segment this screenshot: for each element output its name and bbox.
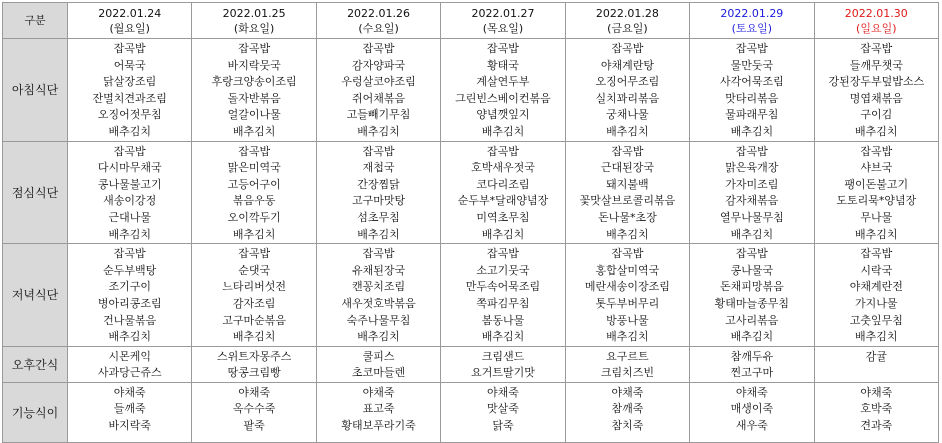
menu-item: 잡곡밥: [238, 42, 271, 55]
menu-cell: [316, 39, 440, 142]
menu-cell: [690, 244, 814, 347]
day-date: 2022.01.30: [844, 6, 908, 20]
menu-item: 조기구이: [108, 280, 151, 294]
day-date: 2022.01.29: [720, 6, 784, 20]
menu-item: 다시마무채국: [97, 161, 162, 175]
menu-item: 고구마순볶음: [222, 313, 287, 327]
menu-cell: [690, 141, 814, 244]
menu-item: 스위트자몽주스: [216, 349, 292, 363]
menu-item: 배추김치: [108, 330, 151, 344]
menu-item: 명엽채볶음: [849, 91, 903, 105]
menu-item: 고사리볶음: [725, 313, 779, 327]
menu-item: 닭살장조림: [103, 75, 157, 89]
menu-item: 돈채피망볶음: [719, 280, 784, 294]
menu-item: 쥐어채볶음: [351, 91, 406, 105]
menu-item: 잡곡밥: [113, 247, 146, 261]
menu-item: 물만둣국: [730, 58, 774, 72]
menu-cell: [316, 141, 440, 244]
menu-item: 요구르트: [606, 349, 649, 363]
therapeutic-diet-row: [3, 382, 939, 442]
meal-body: [3, 39, 939, 443]
menu-item: 호박죽: [860, 402, 893, 416]
menu-item: 배추김치: [730, 330, 774, 344]
menu-cell: [68, 141, 192, 244]
menu-cell: [441, 141, 565, 244]
menu-item: 꽃맛살브로콜리볶음: [579, 194, 676, 208]
menu-item: 볶음우동: [232, 194, 276, 208]
menu-item: 잡곡밥: [362, 42, 395, 55]
menu-cell: [441, 244, 565, 347]
menu-item: 유채된장국: [351, 263, 406, 277]
menu-item: 고구마맛탕: [351, 194, 406, 208]
menu-cell: [316, 244, 440, 347]
menu-item: 견과죽: [860, 419, 893, 433]
meal-label: 오후간식: [3, 346, 68, 382]
menu-item: 근대된장국: [600, 161, 654, 175]
menu-item: 시락국: [860, 263, 893, 277]
menu-item: 요거트딸기맛: [471, 366, 535, 380]
menu-item: 어묵국: [113, 58, 146, 72]
day-date: 2022.01.24: [98, 6, 162, 20]
menu-item: 참깨두유: [730, 349, 774, 363]
menu-item: 고춧잎무침: [849, 313, 903, 327]
menu-item: 배추김치: [481, 227, 525, 241]
day-header: [814, 3, 938, 39]
menu-item: 방풍나물: [606, 313, 649, 327]
menu-item: 맛타리볶음: [725, 91, 779, 105]
menu-item: 홍합살미역국: [595, 263, 660, 277]
menu-item: 메란새송이장조림: [584, 280, 670, 294]
menu-item: 강된장두부덮밥소스: [828, 75, 925, 89]
menu-item: 팽이돈불고기: [844, 177, 909, 191]
menu-item: 도토리묵*양념장: [836, 194, 917, 208]
menu-item: 잡곡밥: [735, 42, 768, 55]
menu-item: 샤브국: [860, 161, 893, 175]
menu-item: 콩나물국: [730, 263, 774, 277]
menu-item: 배추김치: [357, 124, 400, 138]
menu-item: 사각어묵조림: [719, 75, 784, 89]
menu-item: 톳두부버무리: [595, 296, 660, 310]
menu-cell: [192, 346, 316, 382]
menu-item: 그린빈스베이컨볶음: [455, 91, 551, 105]
menu-item: 맑은미역국: [227, 161, 281, 175]
day-header: [441, 3, 565, 39]
menu-item: 닭죽: [492, 419, 514, 433]
menu-item: 만두속어묵조림: [465, 280, 541, 294]
menu-item: 야채죽: [860, 385, 893, 399]
menu-item: 고들빼기무침: [346, 108, 411, 122]
menu-item: 배추김치: [232, 227, 276, 241]
menu-item: 돼지불백: [606, 177, 649, 191]
menu-item: 잡곡밥: [735, 247, 768, 261]
menu-item: 배추김치: [730, 227, 774, 241]
day-header: [192, 3, 316, 39]
menu-item: 가자미조림: [725, 177, 779, 191]
menu-item: 바지락뭇국: [227, 58, 281, 72]
menu-item: 코다리조림: [476, 177, 530, 191]
menu-item: 양념깻잎지: [476, 108, 530, 122]
menu-item: 물파래무침: [725, 108, 779, 122]
menu-item: 잡곡밥: [860, 144, 893, 158]
meal-plan-table: [2, 2, 939, 443]
menu-item: 근대나물: [108, 210, 151, 224]
menu-item: 고등어구이: [227, 177, 281, 191]
menu-item: 잡곡밥: [860, 42, 893, 55]
menu-cell: [68, 346, 192, 382]
menu-item: 매생이죽: [730, 402, 774, 416]
day-weekday: (토요일): [731, 21, 773, 35]
menu-item: 얼갈이나물: [227, 108, 281, 122]
menu-item: 잡곡밥: [362, 247, 395, 261]
menu-item: 배추김치: [357, 227, 400, 241]
menu-item: 궁채나물: [606, 108, 649, 122]
menu-item: 가지나물: [855, 296, 898, 310]
menu-item: 잡곡밥: [487, 144, 519, 158]
menu-item: 사과당근쥬스: [97, 366, 162, 380]
dinner-row: [3, 244, 939, 347]
meal-label: 아침식단: [3, 39, 68, 142]
menu-item: 잡곡밥: [113, 144, 146, 158]
menu-cell: [565, 346, 689, 382]
menu-cell: [814, 244, 938, 347]
menu-cell: [441, 346, 565, 382]
menu-cell: [814, 39, 938, 142]
menu-cell: [68, 39, 192, 142]
day-header: [690, 3, 814, 39]
menu-item: 잡곡밥: [487, 247, 519, 261]
day-date: 2022.01.27: [471, 6, 535, 20]
menu-item: 호박새우젓국: [471, 161, 535, 175]
menu-item: 참치죽: [611, 419, 644, 433]
menu-item: 새우젓호박볶음: [341, 296, 416, 310]
menu-item: 잡곡밥: [611, 42, 644, 55]
day-header: [565, 3, 689, 39]
menu-item: 새우죽: [735, 419, 768, 433]
menu-item: 황태국: [487, 58, 519, 72]
menu-item: 새송이강정: [103, 194, 157, 208]
menu-item: 쪽파김무침: [476, 296, 530, 310]
menu-item: 후랑크양송이조림: [211, 75, 297, 89]
menu-item: 옥수수죽: [232, 402, 276, 416]
menu-item: 야채계란전: [849, 280, 903, 294]
menu-item: 돈나물*초장: [598, 210, 657, 224]
menu-item: 배추김치: [232, 330, 276, 344]
menu-item: 열무나물무침: [719, 210, 784, 224]
menu-item: 캔꽁치조림: [351, 280, 406, 294]
menu-cell: [316, 346, 440, 382]
menu-item: 건나물볶음: [103, 313, 157, 327]
menu-cell: [814, 346, 938, 382]
menu-cell: [192, 39, 316, 142]
menu-item: 잡곡밥: [238, 247, 271, 261]
day-header: [316, 3, 440, 39]
menu-item: 배추김치: [357, 330, 400, 344]
menu-item: 들깨무챗국: [849, 58, 903, 72]
menu-cell: [814, 382, 938, 442]
menu-item: 배추김치: [730, 124, 774, 138]
menu-item: 잡곡밥: [611, 144, 644, 158]
menu-item: 실치꽈리볶음: [595, 91, 660, 105]
day-weekday: (화요일): [233, 21, 275, 35]
day-date: 2022.01.26: [347, 6, 411, 20]
menu-item: 봄동나물: [481, 313, 525, 327]
menu-item: 배추김치: [855, 227, 898, 241]
day-date: 2022.01.28: [595, 6, 659, 20]
menu-item: 잡곡밥: [487, 42, 519, 55]
menu-item: 야채계란탕: [600, 58, 654, 72]
header-row: [3, 3, 939, 39]
menu-cell: [565, 244, 689, 347]
menu-item: 바지락죽: [108, 419, 151, 433]
menu-item: 섬초무침: [357, 210, 400, 224]
menu-item: 순두부*달래양념장: [457, 194, 549, 208]
menu-item: 쿨피스: [362, 349, 395, 363]
menu-item: 소고기뭇국: [476, 263, 530, 277]
menu-item: 잡곡밥: [735, 144, 768, 158]
menu-item: 잡곡밥: [238, 144, 271, 158]
menu-item: 오징어젓무침: [97, 108, 162, 122]
menu-item: 오징어무조림: [595, 75, 660, 89]
day-weekday: (월요일): [109, 21, 150, 35]
menu-item: 잔멸치견과조림: [92, 91, 167, 105]
snack-row: [3, 346, 939, 382]
menu-cell: [68, 382, 192, 442]
menu-item: 느타리버섯전: [222, 280, 287, 294]
menu-item: 맑은육개장: [725, 161, 779, 175]
menu-item: 참깨죽: [611, 402, 644, 416]
day-date: 2022.01.25: [222, 6, 286, 20]
menu-cell: [690, 346, 814, 382]
menu-item: 오이깍두기: [227, 210, 281, 224]
menu-item: 배추김치: [481, 330, 525, 344]
menu-cell: [565, 39, 689, 142]
menu-item: 미역초무침: [476, 210, 530, 224]
menu-item: 야채죽: [362, 385, 395, 399]
menu-item: 배추김치: [855, 330, 898, 344]
menu-cell: [814, 141, 938, 244]
menu-item: 감자양파국: [351, 58, 406, 72]
menu-item: 무나물: [860, 210, 893, 224]
menu-cell: [192, 382, 316, 442]
menu-item: 순두부백탕: [103, 263, 157, 277]
menu-item: 우렁살코야조림: [341, 75, 416, 89]
menu-cell: [441, 382, 565, 442]
menu-item: 크림치즈빈: [600, 366, 654, 380]
menu-item: 야채죽: [611, 385, 644, 399]
menu-item: 배추김치: [108, 124, 151, 138]
menu-item: 팥죽: [243, 419, 265, 433]
menu-item: 황태마늘종무침: [714, 296, 790, 310]
menu-item: 들깨죽: [113, 402, 146, 416]
menu-item: 배추김치: [855, 124, 898, 138]
menu-item: 콩나물불고기: [97, 177, 162, 191]
menu-item: 야채죽: [113, 385, 146, 399]
menu-cell: [68, 244, 192, 347]
menu-cell: [690, 382, 814, 442]
menu-cell: [316, 382, 440, 442]
menu-item: 잡곡밥: [362, 144, 395, 158]
menu-item: 간장찜닭: [357, 177, 400, 191]
day-weekday: (목요일): [482, 21, 524, 35]
menu-item: 맛살죽: [487, 402, 519, 416]
header-label: 구분: [3, 3, 68, 39]
menu-item: 야채죽: [735, 385, 768, 399]
day-header: [68, 3, 192, 39]
menu-item: 감귤: [865, 349, 887, 363]
menu-cell: [690, 39, 814, 142]
menu-item: 야채죽: [238, 385, 271, 399]
menu-item: 잡곡밥: [860, 247, 893, 261]
meal-label: 저녁식단: [3, 244, 68, 347]
menu-item: 표고죽: [362, 402, 395, 416]
menu-item: 배추김치: [232, 124, 276, 138]
menu-item: 시몬케익: [108, 349, 151, 363]
menu-item: 순댓국: [238, 263, 271, 277]
menu-cell: [565, 382, 689, 442]
menu-item: 배추김치: [606, 227, 649, 241]
menu-item: 감자채볶음: [725, 194, 779, 208]
menu-item: 잡곡밥: [611, 247, 644, 261]
menu-cell: [192, 244, 316, 347]
day-weekday: (일요일): [856, 21, 897, 35]
menu-item: 황태보푸라기죽: [341, 419, 416, 433]
menu-item: 구이김: [860, 108, 893, 122]
menu-item: 계살연두부: [476, 75, 530, 89]
menu-item: 잡곡밥: [113, 42, 146, 55]
menu-cell: [565, 141, 689, 244]
breakfast-row: [3, 39, 939, 142]
meal-label: 기능식이: [3, 382, 68, 442]
menu-item: 숙주나물무침: [346, 313, 411, 327]
menu-item: 돌자반볶음: [227, 91, 281, 105]
menu-item: 크림샌드: [481, 349, 525, 363]
meal-label: 점심식단: [3, 141, 68, 244]
menu-item: 배추김치: [606, 124, 649, 138]
lunch-row: [3, 141, 939, 244]
menu-cell: [441, 39, 565, 142]
day-weekday: (수요일): [358, 21, 399, 35]
menu-item: 배추김치: [481, 124, 525, 138]
menu-item: 감자조림: [232, 296, 276, 310]
menu-item: 야채죽: [487, 385, 519, 399]
menu-item: 병아리콩조림: [97, 296, 162, 310]
menu-item: 땅콩크림빵: [227, 366, 281, 380]
menu-item: 배추김치: [108, 227, 151, 241]
menu-item: 찐고구마: [730, 366, 774, 380]
menu-cell: [192, 141, 316, 244]
menu-item: 재첩국: [362, 161, 395, 175]
day-weekday: (금요일): [607, 21, 648, 35]
menu-item: 배추김치: [606, 330, 649, 344]
menu-item: 초코마들렌: [351, 366, 406, 380]
